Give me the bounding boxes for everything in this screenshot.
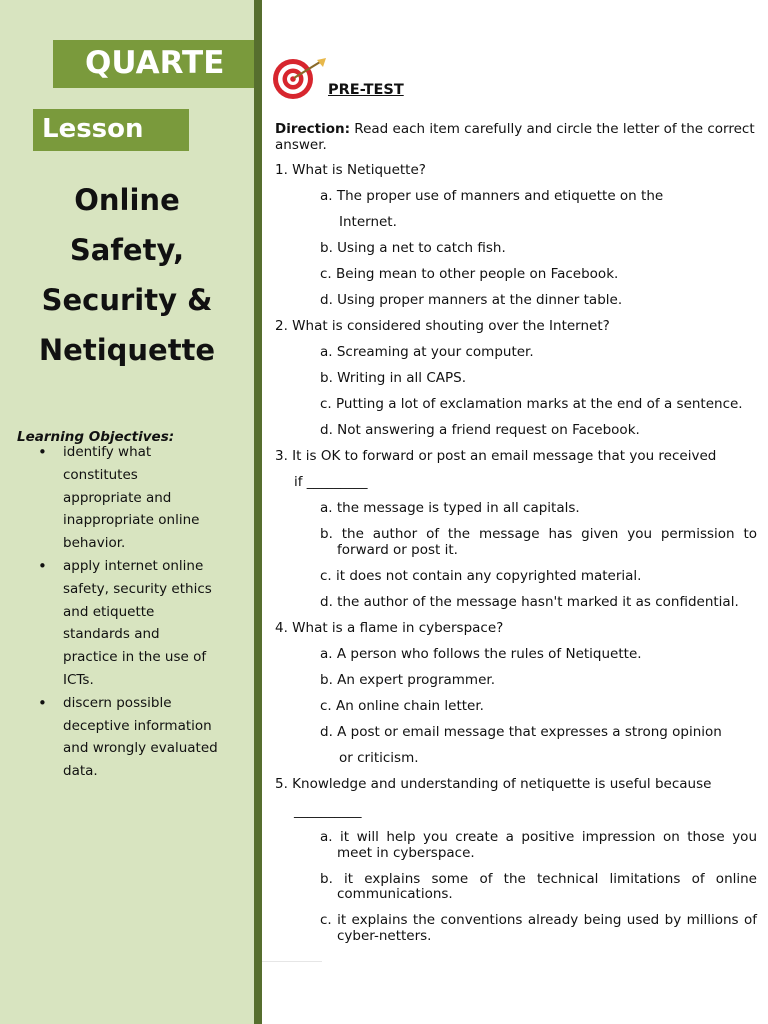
q1-option-a: a. The proper use of manners and etiquette on the	[320, 188, 664, 204]
q3-option-d: d. the author of the message hasn't marked it as confidential.	[320, 593, 739, 610]
question-1: 1. What is Netiquette?	[275, 162, 426, 178]
lesson-title-line: Online	[74, 183, 180, 217]
q4-option-a: a. A person who follows the rules of Netiquette.	[320, 645, 642, 662]
objective-item: • discern possible deceptive information and wrongly evaluated data.	[0, 692, 254, 783]
q5-option-a: a. it will help you create a positive impression on those you meet in cyberspace.	[320, 829, 757, 861]
q2-option-c: c. Putting a lot of exclamation marks at the end of a sentence.	[320, 396, 743, 412]
q1-option-d: d. Using proper manners at the dinner table.	[320, 292, 623, 308]
lesson-banner: Lesson	[33, 109, 189, 151]
lesson-title-line: Security &	[41, 283, 213, 317]
lesson-title	[0, 175, 254, 375]
faint-divider	[262, 961, 322, 962]
lesson-title-line: Netiquette	[38, 333, 216, 367]
question-3: 3. It is OK to forward or post an email message that you received	[275, 448, 717, 464]
q4-option-d-continued: or criticism.	[339, 749, 419, 766]
q5-option-c: c. it explains the conventions already being used by millions of cyber-netters.	[320, 912, 757, 944]
q4-option-d: d. A post or email message that expresses a strong opinion	[320, 723, 722, 740]
lesson-title-line: Safety,	[69, 233, 185, 267]
objective-item: • apply internet online safety, security ethics and etiquette standards and practice in the use of ICTs.	[0, 555, 254, 692]
question-2: 2. What is considered shouting over the Internet?	[275, 318, 610, 334]
q4-option-c: c. An online chain letter.	[320, 697, 484, 714]
quarter-banner: QUARTE	[53, 40, 254, 88]
q4-option-b: b. An expert programmer.	[320, 671, 495, 688]
objective-item: • identify what constitutes appropriate and inappropriate online behavior.	[0, 441, 254, 555]
q3-option-c: c. it does not contain any copyrighted material.	[320, 567, 642, 584]
q1-option-b: b. Using a net to catch fish.	[320, 240, 506, 256]
pretest-title: PRE-TEST	[328, 82, 404, 98]
objectives-list	[0, 441, 254, 783]
vertical-divider	[254, 0, 262, 1024]
q2-option-d: d. Not answering a friend request on Facebook.	[320, 422, 640, 438]
question-5: 5. Knowledge and understanding of netiquette is useful because	[275, 775, 712, 792]
q2-option-b: b. Writing in all CAPS.	[320, 370, 466, 386]
direction-text: Read each item carefully and circle the letter of the correct answer.	[275, 121, 755, 153]
q3-option-a: a. the message is typed in all capitals.	[320, 500, 580, 516]
objectives-heading: Learning Objectives:	[17, 429, 175, 445]
question-3-blank: if _________	[294, 474, 368, 490]
direction-label: Direction:	[275, 121, 351, 137]
q1-option-a-continued: Internet.	[339, 214, 397, 230]
q3-option-b: b. the author of the message has given you permission to forward or post it.	[320, 526, 757, 558]
question-4: 4. What is a flame in cyberspace?	[275, 619, 504, 636]
target-with-arrow-icon	[270, 58, 328, 100]
q5-option-b: b. it explains some of the technical limitations of online communications.	[320, 870, 757, 902]
sidebar	[0, 0, 254, 1024]
q1-option-c: c. Being mean to other people on Facebook.	[320, 266, 619, 282]
pretest-content	[275, 122, 757, 955]
question-5-blank: __________	[294, 803, 362, 819]
direction	[275, 122, 757, 153]
q2-option-a: a. Screaming at your computer.	[320, 344, 534, 360]
